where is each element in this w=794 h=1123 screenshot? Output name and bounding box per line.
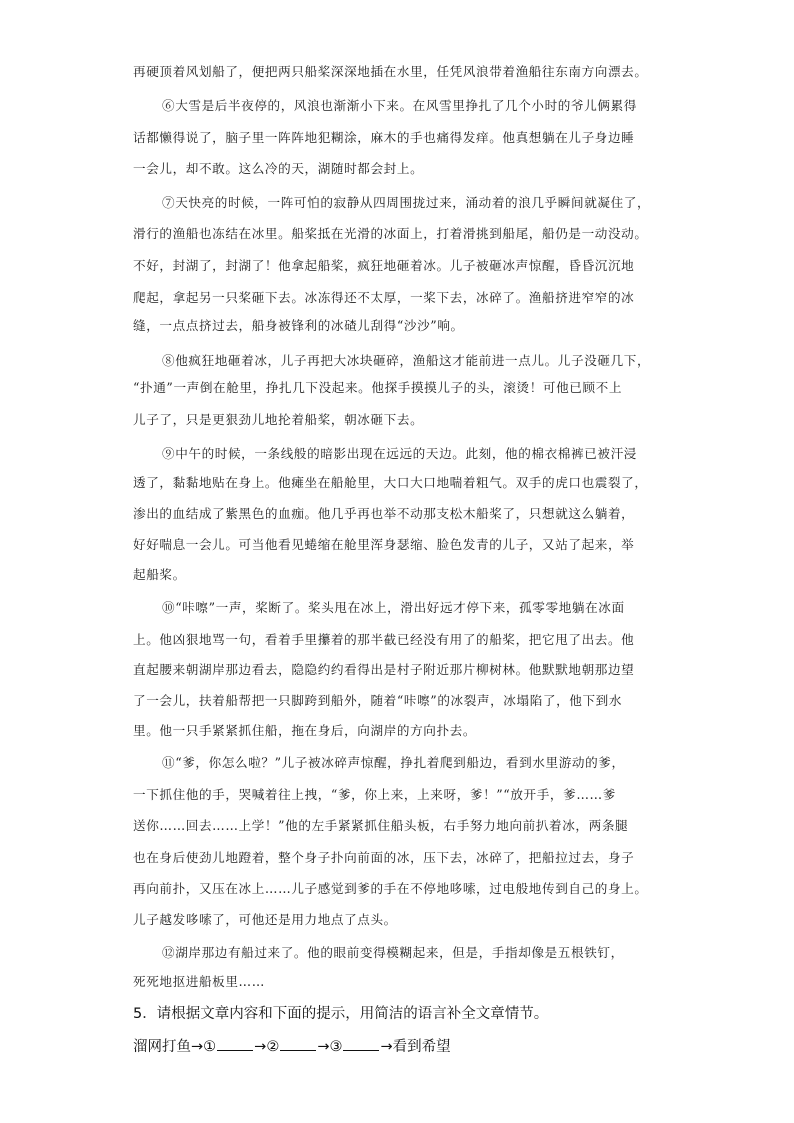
question-answer-line	[133, 1038, 451, 1056]
text-line: 话都懒得说了，脑子里一阵阵地犯糊涂，麻木的手也痛得发痒。他真想躺在儿子身边睡	[133, 130, 635, 145]
answer-blank-2[interactable]	[280, 1038, 316, 1051]
text-line: 死死地抠进船板里……	[133, 974, 265, 989]
text-line: “扑通”一声倒在舱里，挣扎几下没起来。他探手摸摸儿子的头，滚烫！可他已顾不上	[133, 380, 623, 395]
paragraph-7-line: ⑦天快亮的时候，一阵可怕的寂静从四周围拢过来，涌动着的浪几乎瞬间就凝住了，	[162, 195, 651, 210]
text-line: 儿子了，只是更狠劲儿地抡着船桨，朝冰砸下去。	[133, 412, 424, 427]
text-line: 渗出的血结成了紫黑色的血痂。他几乎再也举不动那支松木船桨了，只想就这么躺着，	[133, 506, 635, 521]
paragraph-11-line: ⑪“爹，你怎么啦？”儿子被冰碎声惊醒，挣扎着爬到船边，看到水里游动的爹，	[162, 755, 625, 770]
paragraph-8-line: ⑧他疯狂地砸着冰，儿子再把大冰块砸碎，渔船这才能前进一点儿。儿子没砸几下，	[162, 353, 651, 368]
paragraph-6-line: ⑥大雪是后半夜停的，风浪也渐渐小下来。在风雪里挣扎了几个小时的爷儿俩累得	[162, 98, 637, 113]
question-prompt: 5．请根据文章内容和下面的提示，用简洁的语言补全文章情节。	[133, 1006, 549, 1022]
arrow: →	[254, 1039, 267, 1055]
chain-start: 溜网打鱼→	[133, 1039, 204, 1055]
blank-3-marker: ③	[329, 1039, 343, 1055]
chain-end: →看到希望	[380, 1039, 451, 1055]
text-line: 里。他一只手紧紧抓住船，拖在身后，向湖岸的方向扑去。	[133, 723, 477, 738]
text-line: 爬起，拿起另一只桨砸下去。冰冻得还不太厚，一桨下去，冰碎了。渔船挤进窄窄的冰	[133, 290, 635, 305]
text-line: 送你……回去……上学！”他的左手紧紧抓住船头板，右手努力地向前扒着冰，两条腿	[133, 818, 629, 833]
text-line: 不好，封湖了，封湖了！他拿起船桨，疯狂地砸着冰。儿子被砸冰声惊醒，昏昏沉沉地	[133, 258, 635, 273]
text-line: 好好喘息一会儿。可当他看见蜷缩在舱里浑身瑟缩、脸色发青的儿子，又站了起来，举	[133, 537, 635, 552]
text-line: 再向前扑，又压在冰上……儿子感觉到爹的手在不停地哆嗦，过电般地传到自己的身上。	[133, 881, 648, 896]
paragraph-12-line: ⑫湖岸那边有船过来了。他的眼前变得模糊起来，但是，手指却像是五根铁钉，	[162, 945, 624, 960]
answer-blank-3[interactable]	[343, 1038, 379, 1051]
text-line: 上。他凶狠地骂一句，看着手里攥着的那半截已经没有用了的船桨，把它甩了出去。他	[133, 632, 635, 647]
text-line: 了一会儿，扶着船帮把一只脚跨到船外，随着“咔嚓”的冰裂声，冰塌陷了，他下到水	[133, 693, 623, 708]
text-line: 也在身后使劲儿地蹬着，整个身子扑向前面的冰，压下去，冰碎了，把船拉过去，身子	[133, 850, 635, 865]
arrow: →	[317, 1039, 330, 1055]
text-line: 一下抓住他的手，哭喊着往上拽，“爹，你上来，上来呀，爹！”“放开手，爹……爹	[133, 787, 616, 802]
text-line: 透了，黏黏地贴在身上。他瘫坐在船舱里，大口大口地喘着粗气。双手的虎口也震裂了，	[133, 475, 648, 490]
text-line: 直起腰来朝湖岸那边看去，隐隐约约看得出是村子附近那片柳树林。他默默地朝那边望	[133, 662, 635, 677]
blank-1-marker: ①	[203, 1039, 217, 1055]
paragraph-10-line: ⑩“咔嚓”一声，桨断了。桨头甩在冰上，滑出好远才停下来，孤零零地躺在冰面	[162, 600, 625, 615]
paragraph-9-line: ⑨中午的时候，一条线般的暗影出现在远远的天边。此刻，他的棉衣棉裤已被汗浸	[162, 446, 637, 461]
text-line: 起船桨。	[133, 567, 186, 582]
text-line: 滑行的渔船也冻结在冰里。船桨抵在光滑的冰面上，打着滑挑到船尾，船仍是一动没动。	[133, 226, 648, 241]
text-line: 再硬顶着风划船了，便把两只船桨深深地插在水里，任凭风浪带着渔船往东南方向漂去。	[133, 64, 648, 79]
text-line: 儿子越发哆嗦了，可他还是用力地点了点头。	[133, 912, 397, 927]
text-line: 一会儿，却不敢。这么冷的天，湖随时都会封上。	[133, 161, 424, 176]
answer-blank-1[interactable]	[217, 1038, 253, 1051]
text-line: 缝，一点点挤过去，船身被锋利的冰碴儿刮得“沙沙”响。	[133, 318, 464, 333]
blank-2-marker: ②	[266, 1039, 280, 1055]
